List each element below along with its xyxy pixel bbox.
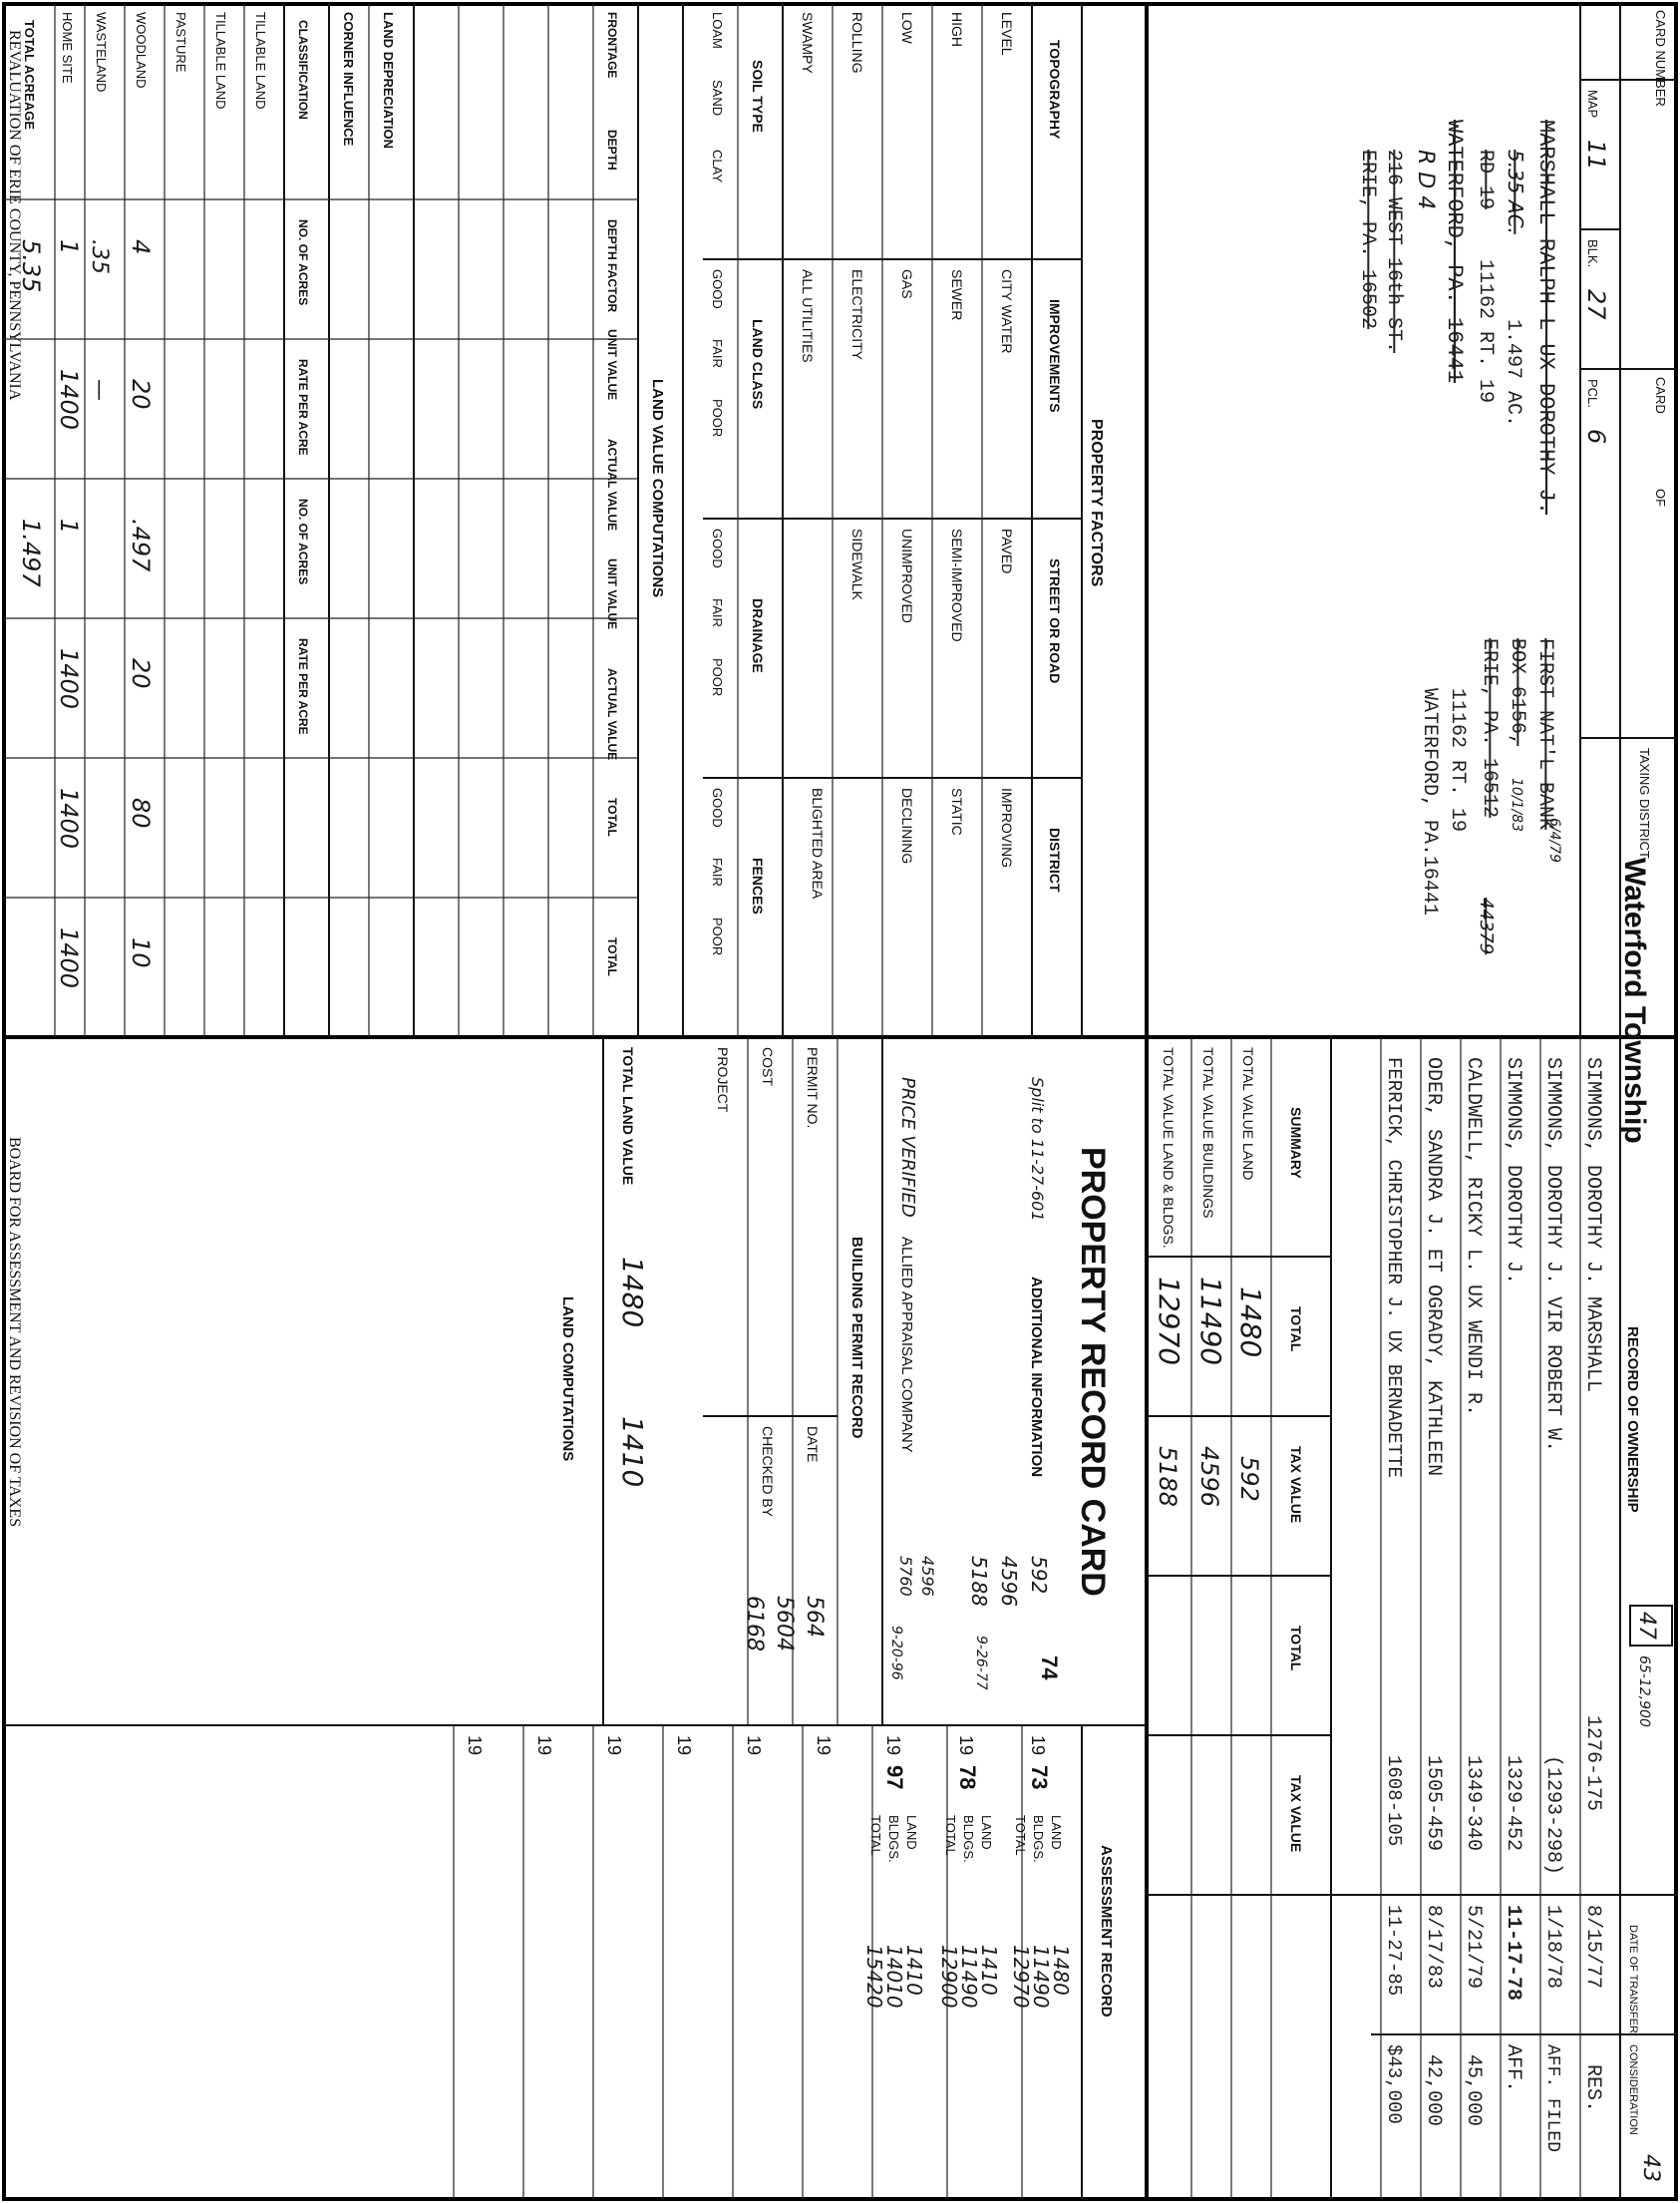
summary-tax: 4596	[1195, 1446, 1223, 1508]
total-value: 12900	[937, 1945, 961, 2009]
acre-header: RATE PER ACRE	[296, 359, 310, 456]
land-label: LAND	[904, 1815, 919, 1850]
acres-1: 5.35	[17, 239, 45, 293]
year: 78	[955, 1765, 980, 1790]
owner-name: SIMMONS, DOROTHY J. MARSHALL	[1581, 1057, 1604, 1393]
district-header: DISTRICT	[1047, 828, 1063, 893]
factor-item: FAIR	[710, 858, 725, 887]
acres-2: 1	[55, 519, 83, 535]
transfer-date: 8/15/77	[1581, 1905, 1604, 1990]
acre-row	[125, 4, 155, 1037]
factor-item: UNIMPROVED	[899, 529, 915, 623]
acre-row	[85, 4, 112, 1037]
header-strip	[1580, 4, 1676, 1144]
frontage-header: ACTUAL VALUE	[605, 668, 619, 761]
owner-name: ODER, SANDRA J. ET OGRADY, KATHLEEN	[1422, 1057, 1445, 1477]
additional-info-label: ADDITIONAL INFORMATION	[1028, 1277, 1045, 1478]
footer-right: BOARD FOR ASSESSMENT AND REVISION OF TAXES	[6, 1137, 23, 1528]
blk-label: BLK.	[1585, 239, 1600, 268]
improvements-header: IMPROVEMENTS	[1047, 299, 1063, 413]
rate-2: 1400	[55, 648, 83, 710]
owner-name: FERRICK, CHRISTOPHER J. UX BERNADETTE	[1383, 1057, 1405, 1478]
deed-book: (1293-298)	[1541, 1755, 1564, 1876]
acre-row	[165, 4, 188, 1037]
summary-label: TOTAL VALUE BUILDINGS	[1200, 1047, 1216, 1219]
permit-field: COST	[760, 1047, 776, 1086]
building-permit-title: BUILDING PERMIT RECORD	[848, 1237, 865, 1439]
factor-item: POOR	[710, 918, 725, 956]
taxing-district-value: Waterford Township	[1618, 858, 1651, 1144]
acre-label: TILLABLE LAND	[253, 12, 268, 110]
frontage-header: UNIT VALUE	[605, 329, 619, 401]
factor-item: CLAY	[710, 150, 725, 183]
bldgs-value: 11490	[957, 1945, 981, 2009]
property-record-title: PROPERTY RECORD CARD	[1074, 1147, 1112, 1597]
summary-header: SUMMARY	[1288, 1107, 1304, 1179]
street-header: STREET OR ROAD	[1047, 558, 1063, 684]
factor-item: LOW	[899, 12, 915, 44]
mailing-line: 11162 RT. 19	[1446, 688, 1469, 833]
owner-block	[1356, 120, 1558, 515]
ownership-title: RECORD OF OWNERSHIP	[1624, 1326, 1641, 1513]
transfer-date: 8/17/83	[1422, 1905, 1445, 1990]
soil-factors	[710, 12, 725, 955]
land-value: 1410	[902, 1945, 926, 1996]
deed-book: 1608-105	[1383, 1755, 1405, 1847]
factor-item: GOOD	[710, 269, 725, 309]
bldgs-label: BLDGS.	[1031, 1815, 1046, 1863]
assessment-empty-slots	[454, 1725, 834, 2199]
factor-item: POOR	[710, 399, 725, 438]
factor-item: FAIR	[710, 339, 725, 368]
acre-header: NO. OF ACRES	[296, 219, 310, 306]
acre-row	[55, 4, 83, 1037]
transfer-date: 1/18/78	[1541, 1905, 1564, 1990]
factor-item: FAIR	[710, 598, 725, 627]
ownership-title-note: 65-12,900	[1636, 1655, 1652, 1727]
assessment-record	[4, 1626, 1147, 2199]
summary-header: TAX VALUE	[1288, 1446, 1304, 1524]
acres-1: .35	[87, 239, 112, 274]
deed-book: 1329-452	[1502, 1755, 1524, 1852]
acres-1: 1	[55, 239, 83, 255]
total-1: 1400	[55, 788, 83, 850]
factor-item: LEVEL	[999, 12, 1015, 56]
card-number-label: CARD NUMBER	[1653, 10, 1668, 107]
year-prefix: 19	[604, 1735, 624, 1756]
ownership-section	[1147, 1037, 1676, 2199]
deed-book: 1349-340	[1462, 1755, 1485, 1852]
value-note: 592	[1027, 1556, 1051, 1595]
acre-row	[204, 4, 228, 1037]
year-prefix: 19	[465, 1735, 485, 1756]
land-computations-label: LAND COMPUTATIONS	[559, 1296, 576, 1462]
corner-influence-label: CORNER INFLUENCE	[341, 12, 356, 147]
acre-header: CLASSIFICATION	[296, 20, 310, 120]
ownership-row	[1422, 1057, 1445, 2126]
value-note: 5188	[967, 1556, 991, 1607]
summary-section	[1147, 1037, 1331, 2199]
year-prefix: 19	[956, 1735, 976, 1756]
acre-row	[244, 4, 268, 1037]
total-value: 12970	[1009, 1945, 1033, 2009]
rate-1: —	[87, 379, 112, 401]
property-factors-title: PROPERTY FACTORS	[1088, 419, 1105, 587]
acres-2: .497	[127, 519, 155, 572]
owner-line: 216 WEST 16th ST.	[1382, 150, 1405, 354]
consideration: AFF. FILED	[1542, 2044, 1562, 2153]
acre-label: WOODLAND	[134, 12, 149, 89]
permit-value: 564	[802, 1596, 827, 1638]
year-note: 74	[1037, 1655, 1062, 1680]
consideration: RES.	[1581, 2064, 1604, 2113]
factor-item: POOR	[710, 658, 725, 697]
land-label: LAND	[979, 1815, 994, 1850]
soil-header: SOIL TYPE	[750, 60, 766, 133]
rate-1: 20	[127, 379, 155, 410]
of-label: OF	[1653, 489, 1668, 508]
factor-item: ROLLING	[849, 12, 865, 74]
owner-name: CALDWELL, RICKY L. UX WENDI R.	[1462, 1057, 1485, 1417]
permit-value: 6168	[742, 1596, 767, 1652]
factor-item: HIGH	[949, 12, 965, 47]
land-value: 1480	[1049, 1945, 1073, 1996]
topography-header: TOPOGRAPHY	[1047, 40, 1063, 140]
property-record-section	[703, 1037, 1112, 1725]
total-2: 1400	[55, 927, 83, 989]
owner-line: 1.497 AC.	[1502, 319, 1524, 428]
permit-field: PROJECT	[715, 1047, 731, 1113]
frontage-header: UNIT VALUE	[605, 558, 619, 630]
mailing-side-note: 44379	[1476, 898, 1497, 955]
acre-label: HOME SITE	[60, 12, 75, 84]
owner-line: 5.35 AC.	[1504, 150, 1527, 234]
factor-item: ALL UTILITIES	[800, 269, 816, 363]
year-prefix: 19	[534, 1735, 554, 1756]
date-of-transfer-header: DATE OF TRANSFER	[1627, 1925, 1639, 2033]
permit-value: 5604	[772, 1596, 797, 1652]
mailing-line: FIRST NAT'L BANK	[1533, 638, 1556, 831]
acre-label: PASTURE	[173, 12, 188, 73]
ownership-row	[1383, 1057, 1405, 2124]
property-factors	[703, 4, 1105, 1037]
footer	[6, 30, 23, 1527]
ownership-row	[1502, 1057, 1524, 2092]
map-value: 11	[1582, 140, 1610, 171]
total-land-value	[559, 1037, 649, 1725]
assessment-year	[937, 1636, 1001, 2199]
map-label: MAP	[1585, 90, 1600, 119]
owner-line: MARSHALL RALPH L UX DOROTHY J.	[1533, 120, 1558, 516]
rate-1: 1400	[55, 369, 83, 431]
consideration: $43,000	[1383, 2044, 1405, 2124]
frontage-header: TOTAL	[605, 798, 619, 837]
frontage-header: FRONTAGE	[605, 12, 619, 79]
deed-book: 1276-175	[1581, 1715, 1604, 1812]
owner-line: WATERFORD, PA. 16441	[1442, 120, 1467, 384]
permit-field: CHECKED BY	[760, 1426, 776, 1518]
price-verified-note: PRICE VERIFIED	[897, 1077, 918, 1218]
land-depreciation-label: LAND DEPRECIATION	[381, 12, 396, 149]
frontage-header: DEPTH	[605, 130, 619, 171]
code-box-value: 47	[1634, 1612, 1659, 1640]
total-2: 10	[127, 937, 155, 968]
mailing-block	[1418, 638, 1562, 954]
land-label: LAND	[1049, 1815, 1064, 1850]
drainage-header: DRAINAGE	[750, 598, 766, 673]
ownership-row	[1541, 1057, 1564, 2152]
footer-left: REVALUATION OF ERIE COUNTY, PENNSYLVANIA	[6, 30, 23, 401]
acre-label: TOTAL ACREAGE	[22, 20, 37, 131]
year-note: 9-20-96	[888, 1626, 904, 1680]
summary-header: TOTAL	[1288, 1626, 1304, 1671]
total-land-value-1: 1480	[616, 1257, 649, 1328]
total-label: TOTAL	[1013, 1815, 1028, 1856]
acres-1: 4	[127, 239, 155, 255]
year-prefix: 19	[1028, 1735, 1048, 1756]
factor-item: GOOD	[710, 529, 725, 568]
factor-item: LOAM	[710, 12, 725, 49]
appraisal-company: ALLIED APPRAISAL COMPANY	[898, 1237, 915, 1453]
owner-name: SIMMONS, DOROTHY J. VIR ROBERT W.	[1541, 1057, 1564, 1453]
total-label: TOTAL	[868, 1815, 883, 1856]
frontage-header: ACTUAL VALUE	[605, 439, 619, 532]
year-note: 9-26-77	[973, 1636, 989, 1690]
consideration: AFF.	[1502, 2044, 1524, 2093]
assessment-title: ASSESSMENT RECORD	[1098, 1845, 1115, 2018]
fences-header: FENCES	[750, 858, 766, 915]
owner-line: R D 4	[1413, 150, 1438, 210]
frontage-header: TOTAL	[605, 937, 619, 976]
acre-label: WASTELAND	[94, 12, 109, 93]
summary-tax: 592	[1235, 1456, 1263, 1502]
consideration-header: CONSIDERATION	[1627, 2044, 1639, 2135]
value-note: 5760	[896, 1556, 915, 1597]
mailing-date-note: 10/1/83	[1509, 778, 1524, 832]
factor-item: SAND	[710, 80, 725, 117]
mailing-line: BOX 6156,	[1506, 638, 1528, 747]
acre-header: RATE PER ACRE	[296, 638, 310, 735]
factor-item: IMPROVING	[999, 788, 1015, 869]
ownership-row	[1462, 1057, 1485, 2126]
permit-field: DATE	[805, 1426, 821, 1463]
factor-item: STATIC	[949, 788, 965, 836]
permit-field: PERMIT NO.	[805, 1047, 821, 1129]
mailing-line: ERIE, PA. 16512	[1478, 638, 1501, 819]
factor-item: SEWER	[949, 269, 965, 321]
mailing-line: WATERFORD, PA.16441	[1418, 688, 1441, 917]
summary-total: 11490	[1194, 1277, 1227, 1366]
factor-item: ELECTRICITY	[849, 269, 865, 361]
deed-book: 1505-459	[1422, 1755, 1445, 1852]
pcl-label: PCL.	[1585, 379, 1600, 408]
total-land-value-2: 1410	[616, 1416, 649, 1488]
bldgs-value: 11490	[1029, 1945, 1053, 2009]
value-note: 4596	[918, 1556, 937, 1597]
total-1: 80	[127, 798, 155, 829]
factor-item: GOOD	[710, 788, 725, 828]
acre-label: TILLABLE LAND	[213, 12, 228, 110]
factor-item: SWAMPY	[800, 12, 816, 74]
ownership-row	[1581, 1057, 1604, 2112]
mailing-date-note: 6/4/79	[1546, 818, 1562, 864]
factor-item: DECLINING	[899, 788, 915, 865]
corner-number: 43	[1638, 2154, 1663, 2182]
summary-total: 12970	[1153, 1277, 1185, 1366]
additional-info-note: Split to 11-27-601	[1028, 1077, 1047, 1222]
total-land-value-label: TOTAL LAND VALUE	[620, 1047, 636, 1186]
factor-item: SEMI-IMPROVED	[949, 529, 965, 642]
summary-tax: 5188	[1154, 1446, 1181, 1508]
consideration: 42,000	[1422, 2054, 1445, 2127]
total-label: TOTAL	[943, 1815, 958, 1856]
bldgs-label: BLDGS.	[886, 1815, 901, 1863]
acres-2: 1.497	[17, 519, 45, 587]
land-class-header: LAND CLASS	[750, 319, 766, 410]
land-value-title: LAND VALUE COMPUTATIONS	[649, 379, 666, 598]
transfer-date: 11-17-78	[1502, 1905, 1524, 2002]
owner-name: SIMMONS, DOROTHY J.	[1502, 1057, 1524, 1285]
pcl-value: 6	[1582, 429, 1610, 445]
land-value: 1410	[977, 1945, 1001, 1996]
card-label: CARD	[1653, 377, 1668, 414]
summary-label: TOTAL VALUE LAND	[1240, 1047, 1256, 1181]
owner-line: 11162 RT. 19	[1474, 259, 1497, 404]
summary-header: TOTAL	[1288, 1306, 1304, 1352]
assessment-year	[1009, 1655, 1073, 2199]
frontage-header: DEPTH FACTOR	[605, 219, 619, 313]
owner-line: ERIE, PA. 16502	[1356, 150, 1379, 330]
bldgs-value: 14010	[882, 1945, 906, 2009]
year: 73	[1027, 1765, 1052, 1790]
blk-value: 27	[1582, 289, 1610, 320]
consideration: 45,000	[1462, 2054, 1485, 2127]
acre-header: NO. OF ACRES	[296, 499, 310, 585]
transfer-date: 11-27-85	[1383, 1905, 1405, 1997]
rate-2: 20	[127, 658, 155, 689]
year-prefix: 19	[814, 1735, 834, 1756]
bldgs-label: BLDGS.	[961, 1815, 976, 1863]
summary-header: TAX VALUE	[1288, 1775, 1304, 1853]
factor-item: PAVED	[999, 529, 1015, 574]
summary-total: 1480	[1234, 1286, 1267, 1358]
total-value: 15420	[862, 1945, 886, 2009]
taxing-district-label: TAXING DISTRICT	[1637, 748, 1652, 859]
owner-line: RD 19	[1474, 150, 1497, 210]
year: 97	[882, 1765, 907, 1790]
factor-item: GAS	[899, 269, 915, 299]
summary-label: TOTAL VALUE LAND & BLDGS.	[1161, 1047, 1176, 1249]
year-prefix: 19	[744, 1735, 764, 1756]
year-prefix: 19	[883, 1735, 903, 1756]
year-prefix: 19	[674, 1735, 694, 1756]
assessment-year	[862, 1626, 926, 2199]
factor-item: CITY WATER	[999, 269, 1015, 354]
transfer-date: 5/21/79	[1462, 1905, 1485, 1990]
factor-item: SIDEWALK	[849, 529, 865, 600]
value-note: 4596	[997, 1556, 1021, 1607]
factor-item: BLIGHTED AREA	[810, 788, 826, 900]
land-value-computations	[4, 4, 683, 1037]
